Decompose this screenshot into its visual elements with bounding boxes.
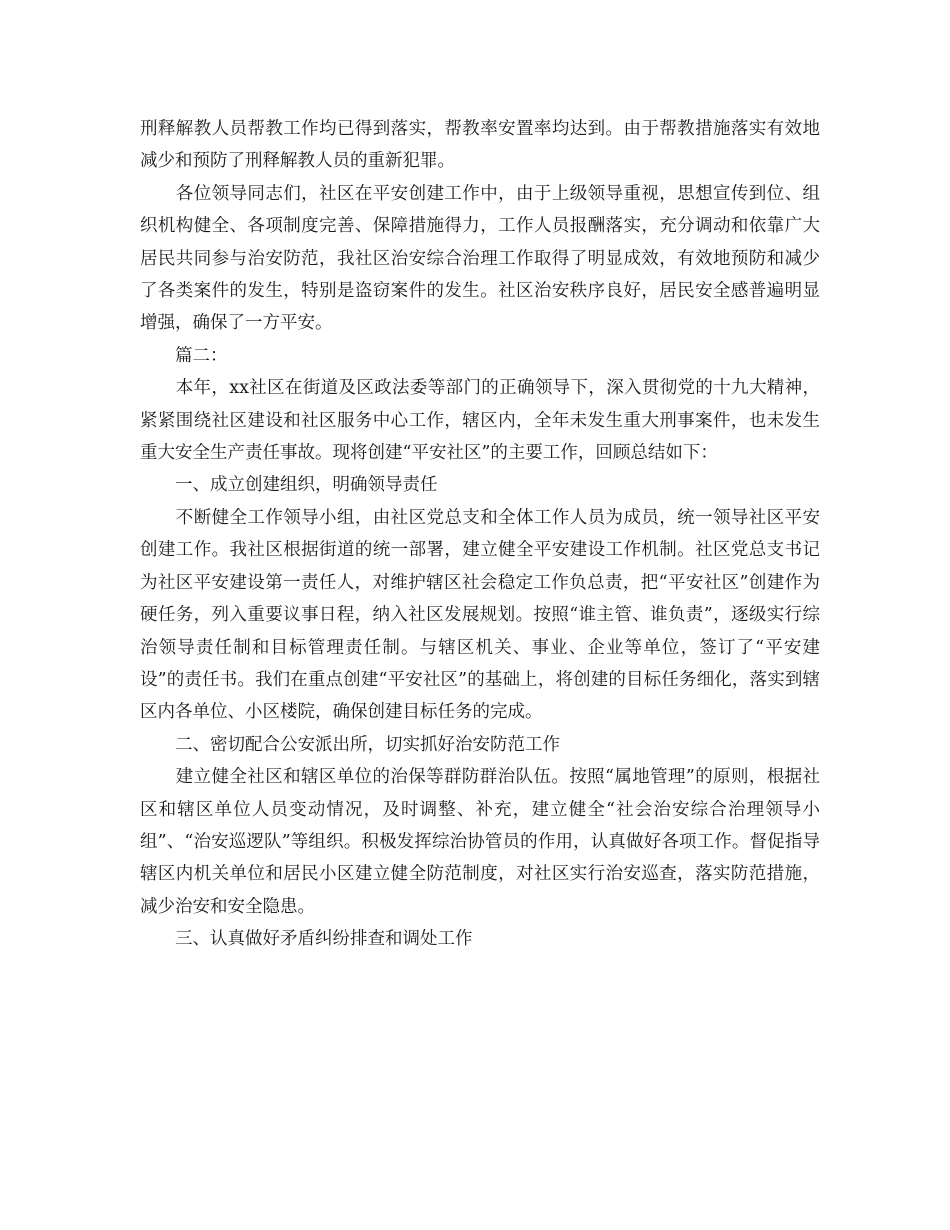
paragraph-summary: 各位领导同志们，社区在平安创建工作中，由于上级领导重视，思想宣传到位、组织机构健全、各项制度完善、保障措施得力，工作人员报酬落实，充分调动和依靠广大居民共同参与治安防范，我社区治安综合治理工作取得了明显成效，有效地预防和减少了各类案件的发生，特别是盗窃案件的发生。社区治安秩序良好，居民安全感普遍明显增强，确保了一方平安。	[140, 183, 820, 334]
paragraph-one: 不断健全工作领导小组，由社区党总支和全体工作人员为成员，统一领导社区平安创建工作。我社区根据街道的统一部署，建立健全平安建设工作机制。社区党总支书记为社区平安建设第一责任人，对维护辖区社会稳定工作负总责，把“平安社区”创建作为硬任务，列入重要议事日程，纳入社区发展规划。按照“谁主管、谁负责”，逐级实行综治领导责任制和目标管理责任制。与辖区机关、事业、企业等单位，签订了“平安建设”的责任书。我们在重点创建“平安社区”的基础上，将创建的目标任务细化，落实到辖区内各单位、小区楼院，确保创建目标任务的完成。	[140, 507, 820, 723]
paragraph-continuation: 刑释解教人员帮教工作均已得到落实，帮教率安置率均达到。由于帮教措施落实有效地减少和预防了刑释解教人员的重新犯罪。	[140, 119, 820, 172]
heading-three: 三、认真做好矛盾纠纷排查和调处工作	[140, 929, 473, 950]
document-body	[140, 113, 820, 956]
heading-two: 二、密切配合公安派出所，切实抓好治安防范工作	[140, 734, 560, 755]
section-heading-part-two: 篇二：	[140, 345, 228, 366]
heading-one: 一、成立创建组织，明确领导责任	[140, 475, 438, 496]
paragraph-two: 建立健全社区和辖区单位的治保等群防群治队伍。按照“属地管理”的原则，根据社区和辖区单位人员变动情况，及时调整、补充，建立健全“社会治安综合治理领导小组”、“治安巡逻队”等组织。积极发挥综治协管员的作用，认真做好各项工作。督促指导辖区内机关单位和居民小区建立健全防范制度，对社区实行治安巡查，落实防范措施，减少治安和安全隐患。	[140, 767, 820, 917]
paragraph-intro: 本年，xx社区在街道及区政法委等部门的正确领导下，深入贯彻党的十九大精神，紧紧围绕社区建设和社区服务中心工作，辖区内，全年未发生重大刑事案件，也未发生重大安全生产责任事故。现将创建“平安社区”的主要工作，回顾总结如下：	[140, 378, 820, 464]
